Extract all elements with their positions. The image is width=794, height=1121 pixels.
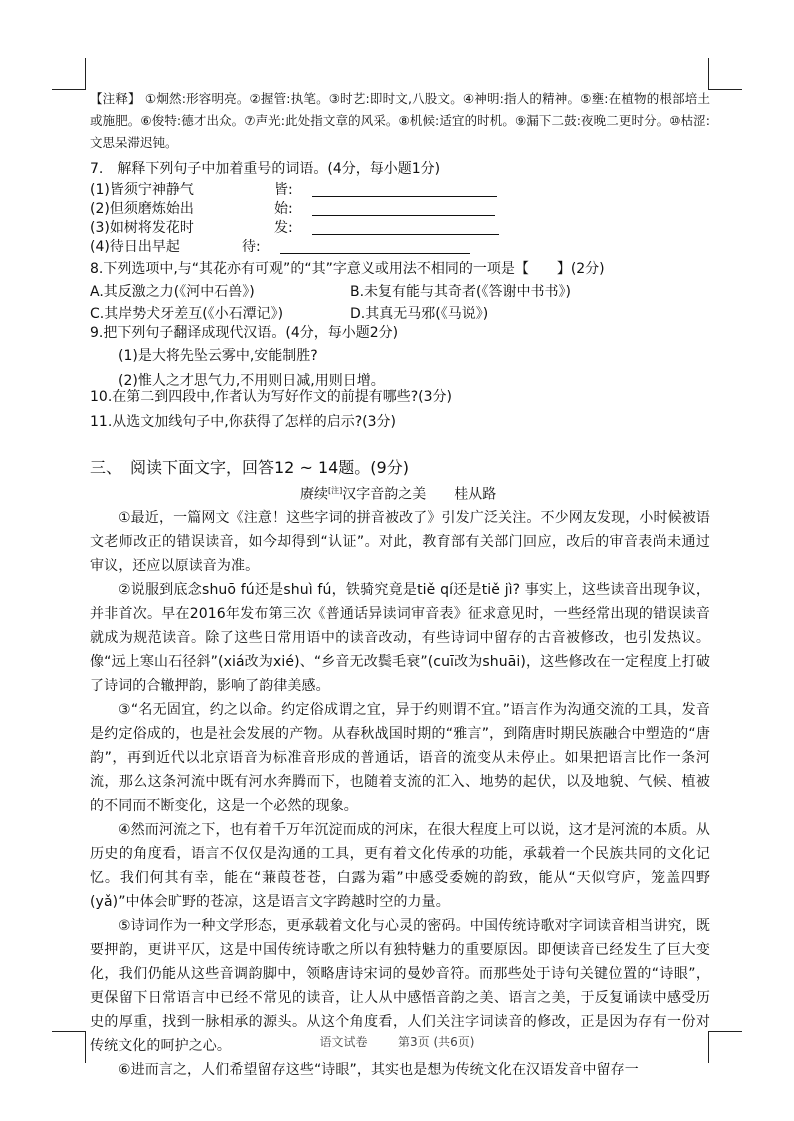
question-9 [90,322,710,393]
q7-word: 待: [242,239,261,255]
q9-item: (1)是大将先坠云雾中,安能制胜? [118,348,318,364]
answer-blank [312,234,499,235]
article-paragraph: ②说服到底念shuō fú还是shuì fú，铁骑究竟是tiě qí还是tiě jì? 事实上，这些读音出现争议，并非首次。早在2016年发布第三次《普通话异读词审音表》征求意见时，一些经常出现的错误读音就成为规范读音。除了这些日常用语中的读音改动，有些诗词中留存的古音被修改，也引发热议。像“远上寒山石径斜”(xiá改为xié)、“乡音无改鬓毛衰”(cuī改为shuāi)，这些修改在一定程度上打破了诗词的合辙押韵，影响了韵律美感。 [90,581,710,694]
question-9-title: 9.把下列句子翻译成现代汉语。(4分，每小题2分) [90,325,399,341]
question-7 [90,158,710,257]
crop-mark-bottom-right [708,1031,742,1032]
footer-subject: 语文试卷 [319,1035,368,1049]
article-title: 赓续[注]汉字音韵之美 桂从路 [300,486,497,503]
answer-blank [312,215,495,216]
question-7-title: 7. 解释下列句子中加着重号的词语。(4分，每小题1分) [90,161,441,177]
q7-sentence: (1)皆须宁神静气 [90,182,194,198]
crop-mark-top-right [708,89,742,90]
question-10: 10.在第二到四段中,作者认为写好作文的前提有哪些?(3分) [90,389,452,405]
article-paragraph: ⑥进而言之，人们希望留存这些“诗眼”，其实也是想为传统文化在汉语发音中留存一 [118,1061,639,1078]
q7-sentence: (4)待日出早起 [90,239,180,255]
q8-option-b: B.未复有能与其奇者(《答谢中书书》) [350,284,571,300]
question-11: 11.从选文加线句子中,你获得了怎样的启示?(3分) [90,414,396,430]
footnote-marker: [注] [328,486,343,495]
answer-blank [312,196,497,197]
q7-word: 发: [274,220,293,236]
q7-item [90,219,710,238]
questions-10-11 [90,386,710,434]
q7-item [90,200,710,219]
crop-mark-bottom-left [52,1031,86,1032]
notes-label: 【注释】 [90,91,141,106]
page-footer [0,1033,794,1050]
crop-mark-top-left [85,58,86,90]
notes-block [90,88,710,154]
article-paragraph: ①最近，一篇网文《注意！这些字词的拼音被改了》引发广泛关注。不少网友发现，小时候被语文老师改正的错误读音，如今却得到“认证”。对此，教育部有关部门回应，改后的审音表尚未通过审议，还应以原读音为准。 [90,509,710,574]
section-3 [90,456,710,1082]
question-8-title: 8.下列选项中,与“其花亦有可观”的“其”字意义或用法不相同的一项是【 】(2分) [90,261,605,277]
q7-word: 皆: [274,182,293,198]
article-paragraph: ③“名无固宜，约之以命。约定俗成谓之宜，异于约则谓不宜。”语言作为沟通交流的工具，发音是约定俗成的，也是社会发展的产物。从春秋战国时期的“雅言”，到隋唐时期民族融合中塑造的“唐韵”，再到近代以北京语音为标准音形成的普通话，语音的流变从未停止。如果把语言比作一条河流，那么这条河流中既有河水奔腾而下，也随着支流的汇入、地势的起伏，以及地貌、气候、植被的不同而不断变化，这是一个必然的现象。 [90,701,710,814]
crop-mark-top-right [708,58,709,90]
q8-option-c: C.其岸势犬牙差互(《小石潭记》) [90,306,284,322]
section-3-title: 三、 阅读下面文字，回答12 ~ 14题。(9分) [90,458,409,477]
q9-item: (2)惟人之才思气力,不用则日减,用则日增。 [118,373,385,389]
q7-sentence: (2)但须磨炼始出 [90,201,194,217]
q7-item [90,238,710,257]
q8-option-a: A.其反激之力(《河中石兽》) [90,284,255,300]
question-8 [90,258,710,325]
q7-word: 始: [274,201,293,217]
q7-sentence: (3)如树将发花时 [90,220,194,236]
crop-mark-top-left [52,89,86,90]
article-paragraph: ④然而河流之下，也有着千万年沉淀而成的河床，在很大程度上可以说，这才是河流的本质。从历史的角度看，语言不仅仅是沟通的工具，更有着文化传承的功能，承载着一个民族共同的文化记忆。我们何其有幸，能在“蒹葭苍苍，白露为霜”中感受委婉的韵致，能从“天似穹庐，笼盖四野 (yǎ)”中体会旷野的苍凉，这是语言文字跨越时空的力量。 [90,821,710,910]
notes-text: ①炯然:形容明亮。②握管:执笔。③时艺:即时文,八股文。④神明:指人的精神。⑤壅:在植物的根部培土或施肥。⑥俊特:德才出众。⑦声光:此处指文章的风采。⑧机候:适宜的时机。⑨漏下二鼓:夜晚二更时分。⑩枯涩:文思呆滞迟钝。 [90,91,710,150]
q7-item [90,181,710,200]
answer-blank [280,253,470,254]
article-paragraph: ⑤诗词作为一种文学形态，更承载着文化与心灵的密码。中国传统诗歌对字词读音相当讲究，既要押韵，更讲平仄，这是中国传统诗歌之所以有独特魅力的重要原因。即便读音已经发生了巨大变化，我们仍能从这些音调韵脚中，领略唐诗宋词的曼妙音符。而那些处于诗句关键位置的“诗眼”，更保留下日常语言中已经不常见的读音，让人从中感悟音韵之美、语言之美，于反复诵读中感受历史的厚重，找到一脉相承的源头。从这个角度看，人们关注字词读音的修改，正是因为存有一份对传统文化的呵护之心。 [90,917,710,1054]
footer-page-number: 第3页 (共6页) [398,1035,475,1049]
q8-option-d: D.其真无马邪(《马说》) [350,306,489,322]
